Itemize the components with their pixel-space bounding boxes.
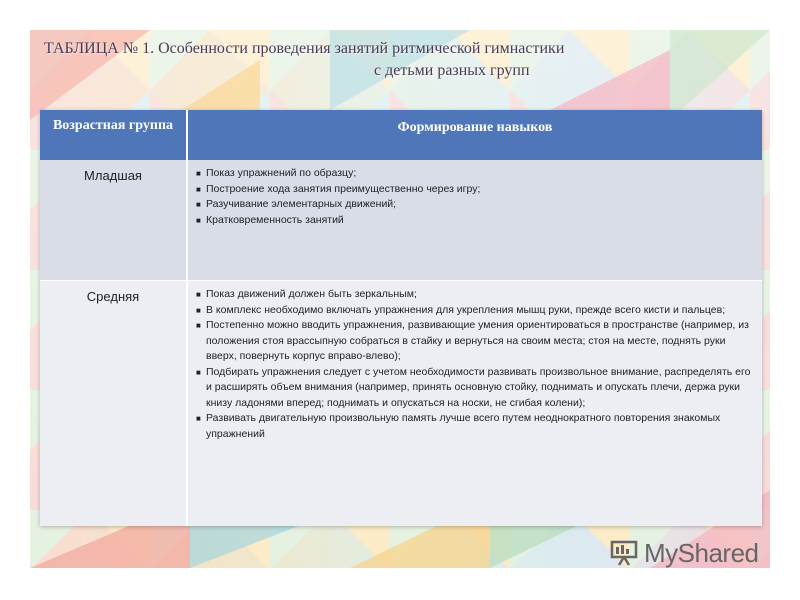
watermark-text: MyShared xyxy=(644,537,759,568)
list-item-text: В комплекс необходимо включать упражнения для укрепления мышц руки, прежде всего кисти и пальцев; xyxy=(206,303,726,316)
bullet-icon: ■ xyxy=(196,305,201,315)
bullet-icon: ■ xyxy=(196,290,201,299)
table-header xyxy=(40,110,762,160)
header-age-group: Возрастная группа xyxy=(52,118,174,133)
list-item xyxy=(196,411,752,442)
list-item xyxy=(196,182,752,198)
list-item-text: Построение хода занятия преимущественно через игру; xyxy=(206,182,481,195)
group-name: Средняя xyxy=(86,289,140,304)
list-item-text: Развивать двигательную произвольную память лучше всего путем неоднократного повторения знакомых упражнений xyxy=(206,412,721,440)
list-item xyxy=(196,197,752,213)
list-item xyxy=(196,287,752,303)
list-item-text: Кратковременность занятий xyxy=(206,213,344,226)
header-skills: Формирование навыков xyxy=(397,120,553,135)
bullet-icon: ■ xyxy=(196,200,201,209)
presentation-board-icon xyxy=(610,539,640,567)
bullet-icon: ■ xyxy=(196,215,201,225)
list-item-text: Постепенно можно вводить упражнения, развивающие умения ориентироваться в пространстве (например, из положения стоя врассыпную собраться в стайку и вернуться на своим места; стоя на месте, поднять руки вверх, повернуть корпус вправо-влево); xyxy=(206,319,749,362)
table-row-junior xyxy=(40,160,762,280)
group-name: Младшая xyxy=(84,168,142,183)
bullet-icon: ■ xyxy=(196,321,201,330)
bullet-icon: ■ xyxy=(196,414,201,423)
watermark-logo xyxy=(610,538,759,568)
list-item-text: Показ движений должен быть зеркальным; xyxy=(206,288,417,300)
list-item-text: Подбирать упражнения следует с учетом необходимости развивать произвольное внимание, распределять его и расширять объем внимания (например, принять основную стойку, поднимать и опускать плечи, держа руки книзу ладонями вперед; поднимать и опускаться на носки, не сгибая колени); xyxy=(206,365,751,409)
column-divider xyxy=(186,160,188,526)
list-item xyxy=(196,365,752,412)
slide xyxy=(30,30,770,568)
slide-title-line2: с детьми разных групп xyxy=(374,62,530,79)
list-item xyxy=(196,166,752,182)
bullet-icon: ■ xyxy=(196,367,201,377)
bullet-icon: ■ xyxy=(196,169,201,178)
list-item xyxy=(196,303,752,319)
list-item xyxy=(196,318,752,365)
list-item-text: Показ упражнений по образцу; xyxy=(206,167,357,179)
list-item-text: Разучивание элементарных движений; xyxy=(206,198,397,210)
skills-table xyxy=(40,110,762,526)
decor-triangle xyxy=(670,30,770,120)
skills-list xyxy=(196,166,752,228)
bullet-icon: ■ xyxy=(196,184,201,194)
skills-list xyxy=(196,287,752,442)
slide-title-line1: ТАБЛИЦА № 1. Особенности проведения занятий ритмической гимнастики xyxy=(44,40,565,57)
list-item xyxy=(196,213,752,229)
table-row-middle xyxy=(40,281,762,526)
